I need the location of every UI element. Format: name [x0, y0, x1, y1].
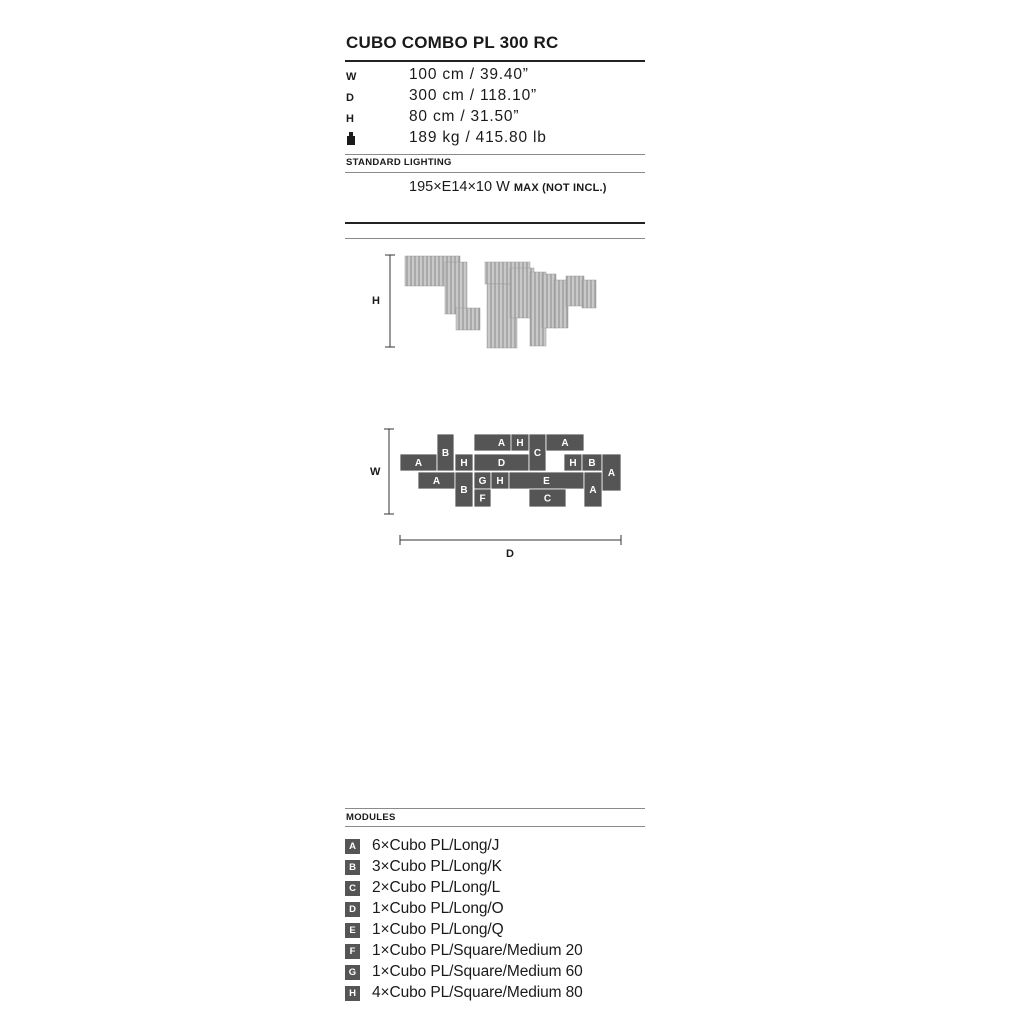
module-badge: C — [345, 881, 360, 896]
plan-module-letter: A — [414, 458, 423, 469]
module-badge: B — [345, 860, 360, 875]
chandelier-elevation — [405, 256, 596, 348]
modules-section-label: MODULES — [346, 812, 396, 823]
module-item — [345, 837, 499, 855]
plan-module-letter: G — [478, 476, 487, 487]
depth-dimension — [400, 535, 621, 545]
module-badge: H — [345, 986, 360, 1001]
plan-module-letter: C — [543, 493, 552, 505]
depth-label: D — [506, 548, 514, 560]
plan-module — [582, 454, 602, 471]
plan-module-letter: F — [479, 493, 486, 505]
spec-label-height: H — [346, 113, 354, 125]
plan-module-letter: B — [460, 485, 468, 496]
plan-module-letter: D — [497, 458, 506, 469]
plan-module-letter: H — [460, 458, 468, 469]
spec-label-depth: D — [346, 92, 354, 104]
module-description: 1×Cubo PL/Square/Medium 20 — [372, 942, 583, 959]
module-description: 1×Cubo PL/Square/Medium 60 — [372, 963, 583, 980]
plan-module — [584, 472, 602, 507]
plan-modules — [400, 434, 621, 507]
module-item — [345, 942, 583, 960]
elevation-drawing — [370, 248, 610, 358]
plan-module — [418, 472, 455, 489]
module-description: 1×Cubo PL/Long/O — [372, 900, 504, 917]
spec-label-width: W — [346, 71, 357, 83]
module-item — [345, 858, 502, 876]
module-item — [345, 963, 583, 981]
plan-module-letter: C — [533, 448, 542, 459]
plan-module — [509, 472, 584, 489]
modules-rule-bottom — [345, 826, 645, 827]
module-badge: E — [345, 923, 360, 938]
plan-module — [455, 472, 473, 507]
plan-module — [437, 434, 454, 471]
plan-module — [474, 489, 491, 507]
plan-module — [400, 454, 437, 471]
plan-module-letter: A — [607, 468, 616, 479]
module-badge: A — [345, 839, 360, 854]
plan-module — [455, 454, 473, 471]
title-rule — [345, 60, 645, 62]
plan-module-letter: H — [516, 438, 524, 449]
specs-divider — [345, 154, 645, 155]
module-description: 3×Cubo PL/Long/K — [372, 858, 502, 875]
spec-value-height: 80 cm / 31.50” — [409, 108, 520, 125]
lighting-value-small: MAX (NOT INCL.) — [513, 182, 607, 194]
plan-module-letter: B — [588, 458, 596, 469]
plan-module-letter: A — [432, 476, 441, 487]
spec-value-depth: 300 cm / 118.10” — [409, 87, 537, 104]
plan-drawing — [380, 425, 630, 575]
plan-module — [511, 434, 529, 451]
weight-icon — [346, 132, 356, 151]
plan-module — [529, 489, 566, 507]
plan-module-letter: H — [496, 476, 504, 487]
product-title: CUBO COMBO PL 300 RC — [346, 33, 559, 52]
plan-module — [546, 434, 584, 451]
plan-module-letter: H — [569, 458, 577, 469]
plan-module-letter: A — [497, 438, 506, 449]
plan-module-letter: A — [589, 485, 597, 496]
plan-module — [474, 454, 529, 471]
width-label: W — [370, 466, 381, 478]
lighting-value-main: 195×E14×10 W — [409, 179, 510, 195]
height-dimension — [385, 255, 395, 347]
drawing-rule-top — [345, 222, 645, 224]
module-item — [345, 984, 583, 1002]
plan-module — [491, 472, 509, 489]
spec-value-weight: 189 kg / 415.80 lb — [409, 129, 547, 146]
plan-module — [602, 454, 621, 491]
plan-module — [474, 472, 491, 489]
lighting-section-label: STANDARD LIGHTING — [346, 157, 452, 168]
modules-rule-top — [345, 808, 645, 809]
module-description: 2×Cubo PL/Long/L — [372, 879, 501, 896]
module-badge: D — [345, 902, 360, 917]
plan-module-letter: B — [441, 448, 450, 459]
plan-module — [564, 454, 582, 471]
drawing-rule-bottom — [345, 238, 645, 239]
module-description: 4×Cubo PL/Square/Medium 80 — [372, 984, 583, 1001]
module-item — [345, 900, 504, 918]
plan-module — [529, 434, 546, 471]
plan-module-letter: E — [543, 476, 550, 487]
lighting-divider — [345, 172, 645, 173]
height-label: H — [372, 295, 380, 307]
module-description: 1×Cubo PL/Long/Q — [372, 921, 504, 938]
lighting-value — [409, 179, 607, 195]
module-badge: F — [345, 944, 360, 959]
width-dimension — [384, 429, 394, 514]
plan-module-letter: A — [561, 438, 569, 449]
module-badge: G — [345, 965, 360, 980]
module-item — [345, 921, 504, 939]
spec-value-width: 100 cm / 39.40” — [409, 66, 529, 83]
module-description: 6×Cubo PL/Long/J — [372, 837, 500, 854]
module-item — [345, 879, 500, 897]
